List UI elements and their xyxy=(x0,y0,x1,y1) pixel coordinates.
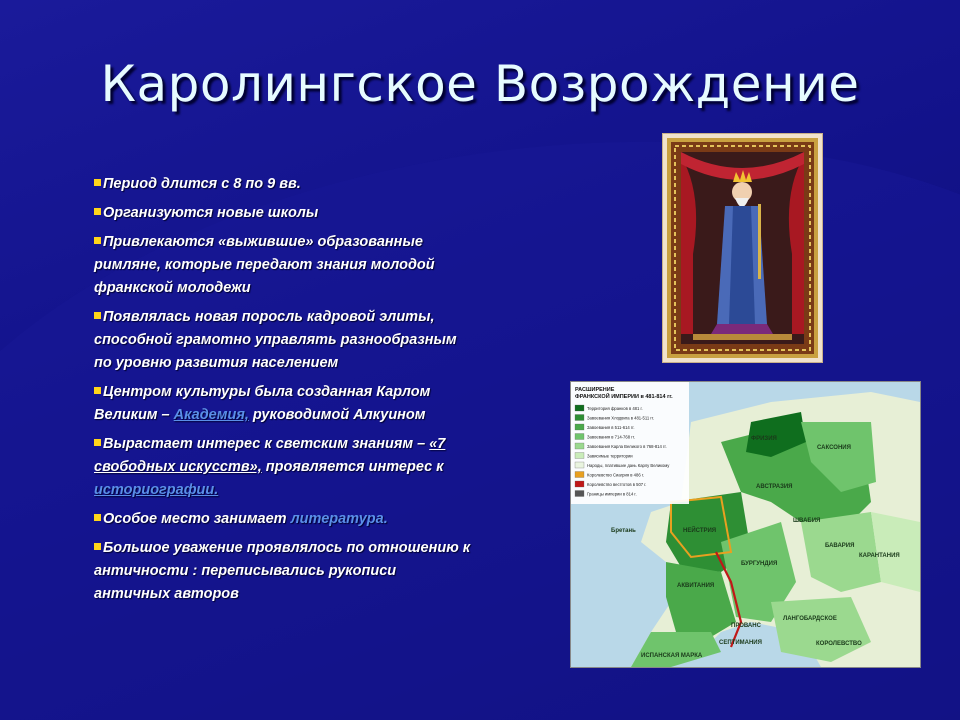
bullet-text: проявляется интерес к xyxy=(261,459,444,475)
bullet-period xyxy=(94,173,474,196)
bullet-list xyxy=(94,173,474,612)
bullet-romans xyxy=(94,231,474,300)
legend-swatch xyxy=(575,405,584,411)
bullet-marker-icon xyxy=(94,439,101,446)
map-legend-title: РАСШИРЕНИЕ xyxy=(575,387,615,393)
bullet-literature xyxy=(94,508,474,531)
historiography-link[interactable]: историографии. xyxy=(94,482,219,498)
bullet-text: Организуются новые школы xyxy=(103,205,319,221)
bullet-text: Вырастает интерес к светским знаниям – xyxy=(103,436,430,452)
bullet-marker-icon xyxy=(94,179,101,186)
map-legend-subtitle: ФРАНКСКОЙ ИМПЕРИИ в 481-814 гг. xyxy=(575,394,673,400)
bullet-arts xyxy=(94,433,474,502)
legend-label: Завоевания Карла Великого в 768-814 гг. xyxy=(587,444,667,449)
academy-link[interactable]: Академия, xyxy=(173,407,249,423)
legend-swatch xyxy=(575,462,584,468)
bullet-marker-icon xyxy=(94,208,101,215)
bullet-marker-icon xyxy=(94,514,101,521)
region-burgundy: БУРГУНДИЯ xyxy=(741,561,778,567)
legend-label: Завоевания Хлодвига в 481-511 гг. xyxy=(587,415,655,421)
region-carantania: КАРАНТАНИЯ xyxy=(859,553,900,559)
region-provence: ПРОВАНС xyxy=(731,623,761,629)
region-brittany: Бретань xyxy=(611,528,636,534)
region-septimania: СЕПТИМАНИЯ xyxy=(719,640,762,646)
bullet-text: Большое уважение проявлялось по отношению к античности : переписывались рукописи античных авторов xyxy=(94,540,471,602)
bullet-text: руководимой Алкуином xyxy=(248,407,426,423)
bullet-text: Период длится с 8 по 9 вв. xyxy=(103,176,301,192)
bullet-text: Появлялась новая поросль кадровой элиты, способной грамотно управлять разнообразным по уровню развития населением xyxy=(94,309,457,371)
legend-swatch xyxy=(575,491,584,497)
region-austrasia: АВСТРАЗИЯ xyxy=(756,484,793,490)
region-kingdom: КОРОЛЕВСТВО xyxy=(816,641,862,647)
legend-label: Королевство Сиагрия в 486 г. xyxy=(587,472,645,478)
legend-swatch xyxy=(575,453,584,459)
legend-swatch xyxy=(575,443,584,449)
bullet-marker-icon xyxy=(94,237,101,244)
legend-label: Территория франков в 481 г. xyxy=(587,406,643,411)
slide-title: Каролингское Возрождение xyxy=(100,55,860,113)
legend-label: Королевство вестготов в 507 г. xyxy=(587,482,647,487)
bullet-text: Особое место занимает xyxy=(103,511,291,527)
bullet-antiquity xyxy=(94,537,474,606)
legend-label: Границы империи в 814 г. xyxy=(587,491,637,497)
legend-label: Завоевания в 511-614 гг. xyxy=(587,425,635,430)
bullet-academy xyxy=(94,381,474,427)
seven-arts-text: «7 свободных искусств», xyxy=(94,436,446,475)
region-bavaria: БАВАРИЯ xyxy=(825,543,855,549)
bullet-marker-icon xyxy=(94,312,101,319)
region-spanish-march: ИСПАНСКАЯ МАРКА xyxy=(641,653,703,659)
map-illustration xyxy=(571,382,920,667)
legend-label: Народы, платившие дань Карлу Великому xyxy=(587,463,670,468)
legend-swatch xyxy=(575,481,584,487)
charlemagne-portrait xyxy=(662,133,823,363)
region-saxony: САКСОНИЯ xyxy=(817,445,851,451)
frankish-empire-map xyxy=(570,381,921,668)
legend-label: Зависимые территории xyxy=(587,453,633,459)
bullet-marker-icon xyxy=(94,387,101,394)
region-frisia: ФРИЗИЯ xyxy=(751,436,777,442)
legend-swatch xyxy=(575,424,584,430)
legend-swatch xyxy=(575,434,584,440)
bullet-text: Центром культуры была созданная Карлом Великим – xyxy=(94,384,431,423)
legend-label: Завоевания в 714-768 гг. xyxy=(587,434,635,440)
bullet-elite xyxy=(94,306,474,375)
region-aquitaine: АКВИТАНИЯ xyxy=(677,583,715,589)
portrait-illustration xyxy=(663,134,822,362)
region-swabia: ШВАБИЯ xyxy=(793,518,821,524)
region-neustria: НЕЙСТРИЯ xyxy=(683,528,717,534)
bullet-text: Привлекаются «выжившие» образованные римляне, которые передают знания молодой франкской молодежи xyxy=(94,234,435,296)
region-lombardy: ЛАНГОБАРДСКОЕ xyxy=(783,616,837,622)
legend-swatch xyxy=(575,472,584,478)
bullet-marker-icon xyxy=(94,543,101,550)
bullet-schools xyxy=(94,202,474,225)
literature-text: литература. xyxy=(290,511,388,527)
legend-swatch xyxy=(575,415,584,421)
